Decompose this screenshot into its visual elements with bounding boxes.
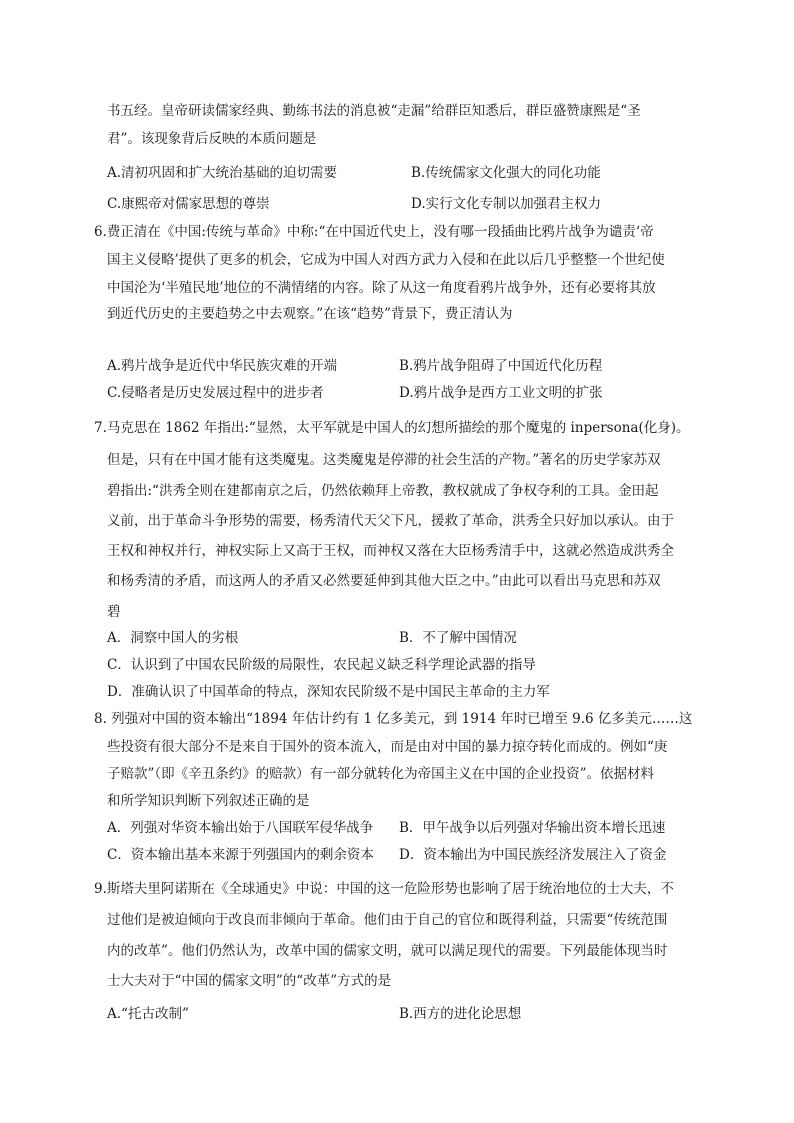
q9-stem-line-2: 过他们是被迫倾向于改良而非倾向于革命。他们由于自己的官位和既得利益，只需要“传统范围 bbox=[107, 912, 668, 928]
q6-stem-line-4: 到近代历史的主要趋势之中去观察。”在该“趋势”背景下，费正清认为 bbox=[107, 306, 513, 322]
q8-stem-line-4: 和所学知识判断下列叙述正确的是 bbox=[107, 793, 310, 809]
q6-stem-line-1: 6.费正清在《中国:传统与革命》中称:“在中国近代史上，没有哪一段插曲比鸦片战争为谴责‘帝 bbox=[94, 224, 654, 240]
q7-option-a[interactable]: A．洞察中国人的劣根 bbox=[107, 630, 239, 646]
q5-option-a[interactable]: A.清初巩固和扩大统治基础的迫切需要 bbox=[107, 165, 338, 181]
q9-stem-line-1: 9.斯塔夫里阿诺斯在《全球通史》中说：中国的这一危险形势也影响了居于统治地位的士大夫，不 bbox=[94, 881, 674, 897]
q8-stem-line-1: 8. 列强对中国的资本输出“1894 年估计约有 1 亿多美元，到 1914 年时已增至 9.6 亿多美元……这 bbox=[94, 711, 693, 727]
q7-stem-line-5: 王权和神权并行，神权实际上又高于王权，而神权又落在大臣杨秀清手中，这就必然造成洪秀全 bbox=[107, 543, 674, 559]
q6-option-d[interactable]: D.鸦片战争是西方工业文明的扩张 bbox=[399, 385, 603, 401]
q8-stem-line-2: 些投资有很大部分不是来自于国外的资本流入，而是由对中国的暴力掠夺转化而成的。例如“庚 bbox=[107, 739, 668, 755]
q8-option-a[interactable]: A．列强对华资本输出始于八国联军侵华战争 bbox=[107, 820, 374, 836]
q6-stem-line-3: 中国沦为‘半殖民地’地位的不满情绪的内容。除了从这一角度看鸦片战争外，还有必要将其放 bbox=[107, 280, 656, 296]
q7-stem-line-2: 但是，只有在中国才能有这类魔鬼。这类魔鬼是停滞的社会生活的产物。”著名的历史学家苏双 bbox=[107, 452, 661, 468]
q7-stem-line-3: 碧指出:“洪秀全则在建都南京之后，仍然依赖拜上帝教，教权就成了争权夺利的工具。金田起 bbox=[107, 483, 659, 499]
q8-option-c[interactable]: C．资本输出基本来源于列强国内的剩余资本 bbox=[107, 847, 374, 863]
q7-stem-line-4: 义前，出于革命斗争形势的需要，杨秀清代天父下凡，援救了革命，洪秀全只好加以承认。由于 bbox=[107, 513, 674, 529]
q5-stem-line-1: 书五经。皇帝研读儒家经典、勤练书法的消息被“走漏”给群臣知悉后，群臣盛赞康熙是“圣 bbox=[107, 103, 641, 119]
q7-option-b[interactable]: B．不了解中国情况 bbox=[399, 630, 517, 646]
q9-option-b[interactable]: B.西方的进化论思想 bbox=[399, 1006, 522, 1022]
q8-option-b[interactable]: B．甲午战争以后列强对华输出资本增长迅速 bbox=[399, 820, 666, 836]
q5-option-b[interactable]: B.传统儒家文化强大的同化功能 bbox=[411, 165, 601, 181]
q8-option-d[interactable]: D．资本输出为中国民族经济发展注入了资金 bbox=[399, 847, 667, 863]
q7-option-d[interactable]: D．准确认识了中国革命的特点，深知农民阶级不是中国民主革命的主力军 bbox=[107, 684, 550, 700]
q9-stem-line-4: 士大夫对于“中国的儒家文明”的“改革”方式的是 bbox=[107, 973, 392, 989]
q6-stem-line-2: 国主义侵略’提供了更多的机会，它成为中国人对西方武力入侵和在此以后几乎整整一个世纪使 bbox=[107, 252, 665, 268]
q5-stem-line-2: 君”。该现象背后反映的本质问题是 bbox=[107, 131, 317, 147]
q8-stem-line-3: 子赔款”（即《辛丑条约》的赔款）有一部分就转化为帝国主义在中国的企业投资”。依据材料 bbox=[107, 766, 655, 782]
q6-option-a[interactable]: A.鸦片战争是近代中华民族灾难的开端 bbox=[107, 358, 338, 374]
q7-option-c[interactable]: C．认识到了中国农民阶级的局限性，农民起义缺乏科学理论武器的指导 bbox=[107, 657, 536, 673]
q5-option-c[interactable]: C.康熙帝对儒家思想的尊崇 bbox=[107, 196, 270, 212]
q6-option-c[interactable]: C.侵略者是历史发展过程中的进步者 bbox=[107, 385, 324, 401]
q7-stem-line-1: 7.马克思在 1862 年指出:“显然，太平军就是中国人的幻想所描绘的那个魔鬼的 inpersona(化身)。 bbox=[94, 420, 690, 436]
q7-stem-line-6: 和杨秀清的矛盾，而这两人的矛盾又必然要延伸到其他大臣之中。”由此可以看出马克思和苏双 bbox=[107, 573, 661, 589]
q6-option-b[interactable]: B.鸦片战争阻碍了中国近代化历程 bbox=[399, 358, 603, 374]
q5-option-d[interactable]: D.实行文化专制以加强君主权力 bbox=[411, 196, 602, 212]
q7-stem-line-7: 碧 bbox=[107, 604, 121, 620]
q9-option-a[interactable]: A.“托古改制” bbox=[107, 1006, 189, 1022]
q9-stem-line-3: 内的改革”。他们仍然认为，改革中国的儒家文明，就可以满足现代的需要。下列最能体现当时 bbox=[107, 943, 668, 959]
